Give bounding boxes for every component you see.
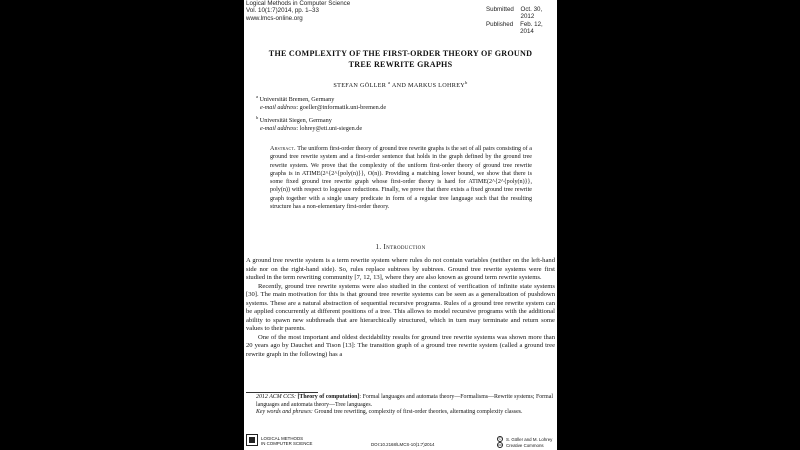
keywords-text: Ground tree rewriting, complexity of first-order theories, alternating complexity classes. [314, 409, 523, 416]
authors [244, 79, 557, 89]
affiliation-b-email[interactable]: lohrey@eti.uni-siegen.de [299, 125, 363, 133]
section-title: Introduction [383, 243, 426, 251]
abstract-text: The uniform first-order theory of ground tree rewrite graphs is the set of all pairs consisting of a ground tree rewrite system and a first-order sentence that holds in the graph defined by the ground tree rewrite system. We prove that the complexity of the uniform first-order theory of ground tree rewrite graphs is in ATIME(2^{2^{poly(n)}}, O(n)). Providing a matching lower bound, we show that there is some fixed ground tree rewrite graph whose first-order theory is hard for ATIME(2^{2^{poly(n)}}, poly(n)) with respect to logspace reductions. Finally, we prove that there exists a fixed ground tree rewrite graph together with a single unary predicate in form of a regular tree language such that the resulting structure has a non-elementary first-order theory. [270, 146, 532, 211]
body-text [246, 257, 555, 360]
affiliation-b: $^b$ Universität Siegen, Germany e-mail address: lohrey@eti.uni-siegen.de [256, 114, 363, 133]
author-1: STEFAN GÖLLER [333, 82, 387, 89]
affiliation-a-institution: Universität Bremen, Germany [259, 96, 335, 103]
lmcs-logo-icon [246, 434, 258, 446]
lmcs-logo-text [261, 436, 312, 446]
affiliation-b-institution: Universität Siegen, Germany [259, 117, 332, 124]
abstract [270, 145, 532, 211]
section-number: 1. [375, 243, 382, 251]
published-date: Feb. 12, 2014 [520, 20, 543, 36]
abstract-label: Abstract. [270, 146, 296, 152]
title-line-2: TREE REWRITE GRAPHS [348, 60, 453, 69]
author-2: MARKUS LOHREY [408, 82, 466, 89]
authors-and: AND [391, 82, 407, 89]
ccs-text: : Formal languages and automata theory—Formalisms—Rewrite systems; Formal languages and automata theory—Tree languages. [256, 394, 553, 408]
ccs-footnote [256, 394, 553, 409]
paper-title [244, 48, 557, 70]
affiliation-b-email-label: e-mail address [260, 125, 297, 133]
paragraph: A ground tree rewrite system is a term rewrite system where rules do not contain variables (neither on the left-hand side nor on the right-hand side). So, rules replace subtrees by subtrees. Ground tree rewrite systems were first studied in the term rewriting community [7, 12, 13], where they are also known as ground term rewrite systems. [246, 257, 555, 282]
submitted-date: Oct. 30, 2012 [520, 6, 543, 21]
paper-page [244, 0, 557, 450]
keywords-label: Key words and phrases: [256, 409, 313, 416]
page-footer [244, 434, 557, 450]
journal-header [246, 0, 350, 22]
copyright-block [497, 436, 552, 448]
affiliation-b-mark: b [256, 114, 259, 120]
journal-name: Logical Methods in Computer Science [246, 0, 351, 7]
license[interactable]: Creative Commons [506, 442, 544, 448]
footnotes [256, 394, 553, 417]
paragraph: One of the most important and oldest decidability results for ground tree rewrite systems was shown more than 20 years ago by Dauchet and Tison [13]: The transition graph of a ground tree rewrite system (called a ground tree rewrite graph in the following) has a [246, 333, 555, 359]
dates-header [486, 6, 557, 36]
creative-commons-icon: cc [498, 443, 502, 447]
affiliation-a-mark: a [256, 93, 258, 99]
journal-volume: Vol. 10(1:7)2014, pp. 1–33 [246, 7, 319, 15]
title-line-1: THE COMPLEXITY OF THE FIRST-ORDER THEORY OF GROUND [268, 49, 533, 58]
ccs-bold: [Theory of computation] [297, 394, 360, 400]
published-label: Published [486, 20, 514, 28]
copyright-holders: S. Göller and M. Lohrey [506, 436, 553, 442]
submitted-label: Submitted [486, 6, 514, 13]
lmcs-line-2: IN COMPUTER SCIENCE [261, 441, 313, 446]
lmcs-line-1: LOGICAL METHODS [261, 436, 304, 441]
keywords-footnote [256, 409, 553, 417]
affiliation-a-email-label: e-mail address [260, 104, 297, 112]
copyright-icon: © [498, 437, 502, 441]
author-1-mark: a [388, 79, 391, 85]
footnote-rule [246, 392, 318, 393]
doi[interactable]: DOI:10.2168/LMCS-10(1:7)2014 [371, 442, 435, 447]
affiliation-a: $^a$ Universität Bremen, Germany e-mail address: goeller@informatik.uni-bremen.de [256, 93, 387, 112]
affiliation-a-email[interactable]: goeller@informatik.uni-bremen.de [299, 104, 387, 112]
journal-url[interactable]: www.lmcs-online.org [246, 14, 303, 22]
ccs-label: 2012 ACM CCS: [256, 394, 296, 400]
author-2-mark: b [465, 79, 468, 85]
section-heading [244, 243, 557, 251]
paragraph: Recently, ground tree rewrite systems were also studied in the context of verification of infinite state systems [30]. The main motivation for this is that ground tree rewrite systems can be seen as a generalization of pushdown systems. These are a natural abstraction of sequential recursive programs. Rules of a ground tree rewrite system can be applied concurrently at different positions of a tree. This allows to model recursive programs with the additional ability to spawn new subthreads that are hierarchically structured, which in turn may terminate and return some values to their parents. [246, 282, 555, 333]
